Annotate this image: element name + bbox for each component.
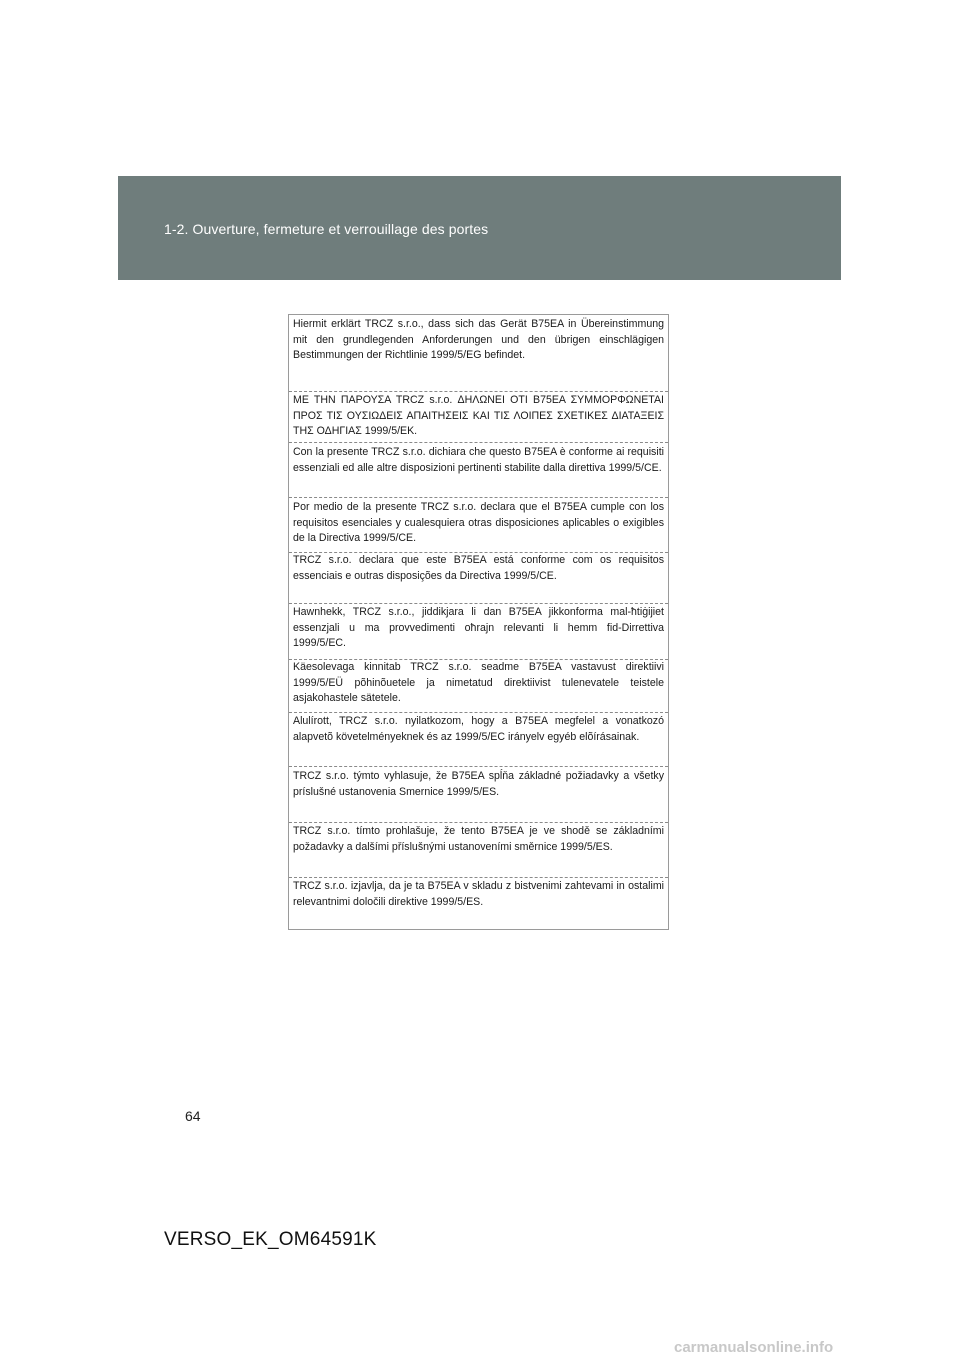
declaration-hu: Alulírott, TRCZ s.r.o. nyilatkozom, hogy a B75EA megfelel a vonatkozó alapvetõ követelményeknek és az 1999/5/EC irányelv egyéb elõírásainak. <box>293 715 664 743</box>
declaration-sl: TRCZ s.r.o. izjavlja, da je ta B75EA v skladu z bistvenimi zahtevami in ostalimi relevantnimi določili direktive 1999/5/ES. <box>293 880 664 908</box>
declaration-el: ΜΕ ΤΗΝ ΠΑΡΟΥΣΑ TRCZ s.r.o. ΔΗΛΩΝΕΙ ΟΤΙ B75EA ΣΥΜΜΟΡΦΩΝΕΤΑΙ ΠΡΟΣ ΤΙΣ ΟΥΣΙΩΔΕΙΣ ΑΠΑΙΤΗΣΕΙΣ ΚΑΙ ΤΙΣ ΛΟΙΠΕΣ ΣΧΕΤΙΚΕΣ ΔΙΑΤΑΞΕΙΣ ΤΗΣ ΟΔΗΓΙΑΣ 1999/5/ΕΚ. <box>293 394 664 437</box>
separator <box>289 497 668 498</box>
page-number: 64 <box>185 1108 201 1124</box>
declaration-mt: Hawnhekk, TRCZ s.r.o., jiddikjara li dan B75EA jikkonforma mal-ħtiġijiet essenzjali u ma provvedimenti oħrajn relevanti li hemm fid-Dirrettiva 1999/5/EC. <box>293 606 664 649</box>
declaration-sk: TRCZ s.r.o. týmto vyhlasuje, že B75EA spĺňa základné požiadavky a všetky príslušné ustanovenia Smernice 1999/5/ES. <box>293 770 664 798</box>
declaration-et: Käesolevaga kinnitab TRCZ s.r.o. seadme B75EA vastavust direktiivi 1999/5/EÜ põhinõuetele ja nimetatud direktiivist tulenevatele teistele asjakohastele sätetele. <box>293 661 664 704</box>
declaration-de: Hiermit erklärt TRCZ s.r.o., dass sich das Gerät B75EA in Übereinstimmung mit den grundlegenden Anforderungen und den übrigen einschlägigen Bestimmungen der Richtlinie 1999/5/EG befindet. <box>293 318 664 361</box>
separator <box>289 391 668 392</box>
declaration-pt: TRCZ s.r.o. declara que este B75EA está conforme com os requisitos essenciais e outras disposições da Directiva 1999/5/CE. <box>293 554 664 582</box>
separator <box>289 877 668 878</box>
declaration-es: Por medio de la presente TRCZ s.r.o. declara que el B75EA cumple con los requisitos esenciales y cualesquiera otras disposiciones aplicables o exigibles de la Directiva 1999/5/CE. <box>293 501 664 544</box>
separator <box>289 712 668 713</box>
separator <box>289 766 668 767</box>
declaration-table <box>288 314 669 930</box>
declaration-it: Con la presente TRCZ s.r.o. dichiara che questo B75EA è conforme ai requisiti essenziali ed alle altre disposizioni pertinenti stabilite dalla direttiva 1999/5/CE. <box>293 446 664 474</box>
section-title: 1-2. Ouverture, fermeture et verrouillage des portes <box>164 221 489 237</box>
separator <box>289 603 668 604</box>
declaration-cs: TRCZ s.r.o. tímto prohlašuje, že tento B75EA je ve shodě se základními požadavky a dalšími příslušnými ustanoveními směrnice 1999/5/ES. <box>293 825 664 853</box>
watermark: carmanualsonline.info <box>674 1339 834 1356</box>
separator <box>289 822 668 823</box>
separator <box>289 442 668 443</box>
document-code: VERSO_EK_OM64591K <box>164 1229 377 1250</box>
